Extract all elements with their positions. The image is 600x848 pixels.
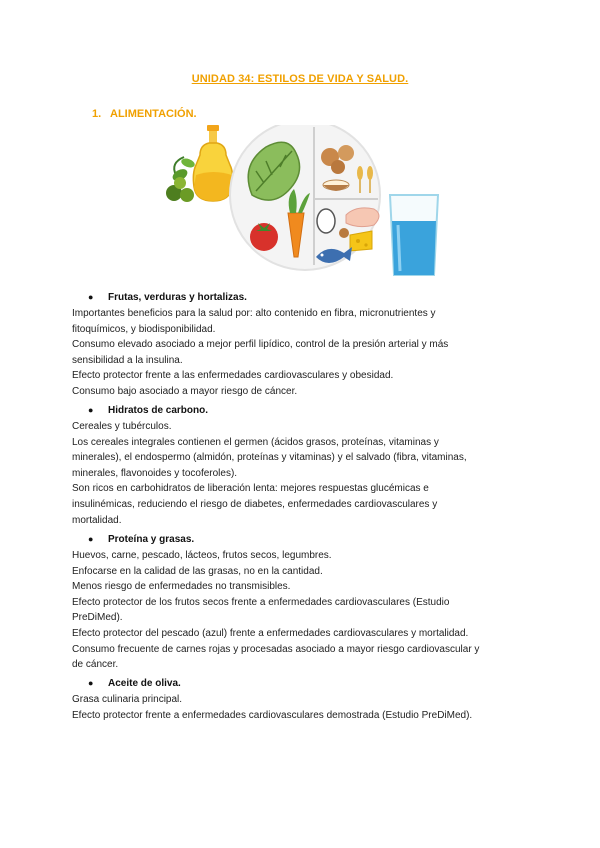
bullet-heading-text: Aceite de oliva. — [108, 678, 181, 689]
bullet-heading-text: Proteína y grasas. — [108, 534, 195, 545]
text-line: Enfocarse en la calidad de las grasas, no en la cantidad. — [72, 565, 323, 577]
bullet-icon: ● — [88, 534, 94, 544]
bullet-heading — [88, 405, 208, 416]
paragraph-block — [72, 692, 532, 723]
section-number: 1. — [92, 108, 102, 120]
paragraph-block — [72, 548, 532, 673]
text-line: Consumo frecuente de carnes rojas y procesadas asociado a mayor riesgo cardiovascular y — [72, 643, 480, 655]
text-line: Son ricos en carbohidratos de liberación lenta: mejores respuestas glucémicas e — [72, 483, 429, 495]
water-glass-icon — [390, 195, 438, 275]
bullet-icon: ● — [88, 405, 94, 415]
bullet-heading — [88, 534, 194, 545]
text-line: Efecto protector frente a enfermedades cardiovasculares demostrada (Estudio PreDiMed). — [72, 709, 473, 721]
text-line: Los cereales integrales contienen el germen (ácidos grasos, proteínas, vitaminas y — [72, 436, 439, 448]
bullet-heading-text: Frutas, verduras y hortalizas. — [108, 292, 247, 303]
bullet-heading — [88, 678, 181, 689]
bullet-icon: ● — [88, 292, 94, 302]
text-line: Efecto protector frente a las enfermedades cardiovasculares y obesidad. — [72, 370, 394, 382]
text-line: Grasa culinaria principal. — [72, 694, 183, 705]
section-heading — [92, 108, 197, 120]
text-line: minerales), el endospermo (almidón, proteínas y vitaminas) y el salvado (fibra, vitaminas, — [72, 452, 467, 464]
text-line: mortalidad. — [72, 514, 122, 526]
text-line: fitoquímicos, y biodisponibilidad. — [72, 323, 216, 335]
text-line: Menos riesgo de enfermedades no transmisibles. — [72, 581, 291, 593]
text-line: Huevos, carne, pescado, lácteos, frutos secos, legumbres. — [72, 550, 332, 561]
healthy-plate-illustration — [160, 125, 450, 285]
olive-oil-icon — [166, 125, 233, 202]
paragraph-block — [72, 419, 532, 528]
text-line: PreDiMed). — [72, 612, 123, 624]
text-line: minerales, flavonoides y tocoferoles). — [72, 467, 238, 479]
text-line: sensibilidad a la insulina. — [72, 354, 183, 366]
text-line: de cáncer. — [72, 659, 119, 671]
text-line: Importantes beneficios para la salud por: alto contenido en fibra, micronutrientes y — [72, 308, 436, 319]
bullet-icon: ● — [88, 678, 94, 688]
bullet-heading-text: Hidratos de carbono. — [108, 405, 209, 416]
page-title: UNIDAD 34: ESTILOS DE VIDA Y SALUD. — [191, 73, 409, 85]
bullet-heading — [88, 292, 247, 303]
text-line: Cereales y tubérculos. — [72, 421, 172, 432]
text-line: Consumo elevado asociado a mejor perfil lipídico, control de la presión arterial y más — [72, 339, 449, 351]
text-line: Efecto protector de los frutos secos frente a enfermedades cardiovasculares (Estudio — [72, 596, 450, 608]
text-line: Efecto protector del pescado (azul) frente a enfermedades cardiovasculares y mortalidad. — [72, 627, 469, 639]
text-line: Consumo bajo asociado a mayor riesgo de cáncer. — [72, 385, 298, 397]
section-heading-text: ALIMENTACIÓN. — [110, 108, 197, 120]
text-line: insulinémicas, reduciendo el riesgo de diabetes, enfermedades cardiovasculares y — [72, 498, 438, 510]
paragraph-block — [72, 306, 532, 400]
plate-icon — [230, 125, 380, 270]
